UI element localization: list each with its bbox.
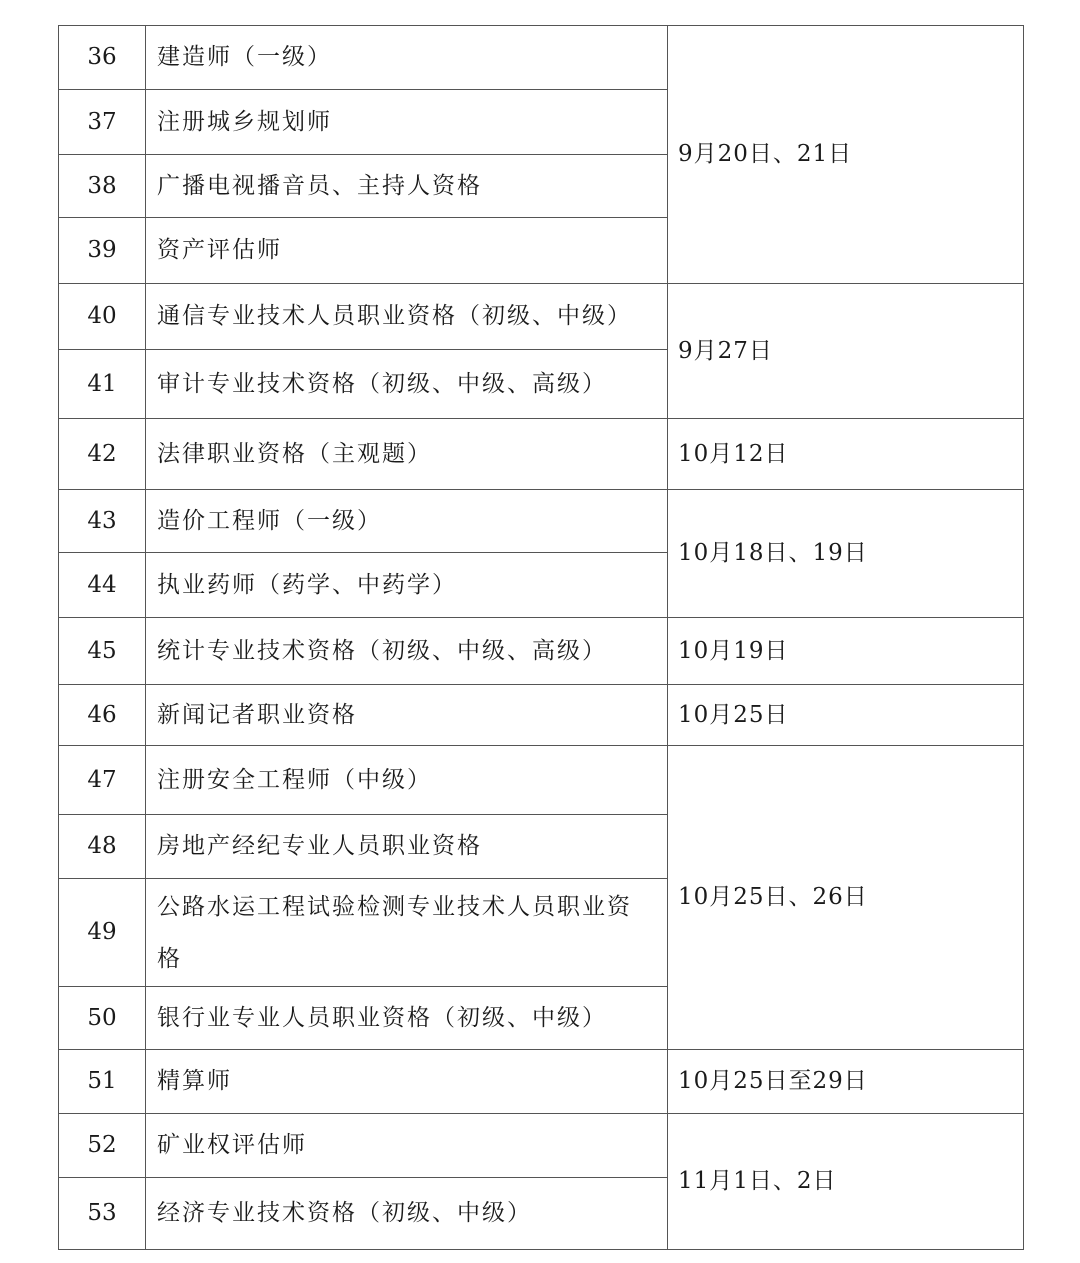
table-row [59, 685, 1024, 746]
row-number: 50 [59, 987, 146, 1050]
row-number: 37 [59, 90, 146, 155]
exam-date: 9月27日 [668, 284, 1024, 419]
exam-name: 房地产经纪专业人员职业资格 [146, 815, 668, 879]
row-number: 39 [59, 218, 146, 284]
row-number: 51 [59, 1050, 146, 1114]
exam-name: 精算师 [146, 1050, 668, 1114]
row-number: 40 [59, 284, 146, 350]
exam-name: 审计专业技术资格（初级、中级、高级） [146, 350, 668, 419]
exam-name: 造价工程师（一级） [146, 490, 668, 553]
table-row [59, 284, 1024, 350]
exam-name: 经济专业技术资格（初级、中级） [146, 1178, 668, 1250]
exam-name: 新闻记者职业资格 [146, 685, 668, 746]
exam-name: 统计专业技术资格（初级、中级、高级） [146, 618, 668, 685]
exam-name: 注册城乡规划师 [146, 90, 668, 155]
row-number: 52 [59, 1114, 146, 1178]
exam-date: 9月20日、21日 [668, 26, 1024, 284]
exam-name: 建造师（一级） [146, 26, 668, 90]
exam-name: 通信专业技术人员职业资格（初级、中级） [146, 284, 668, 350]
row-number: 43 [59, 490, 146, 553]
row-number: 47 [59, 746, 146, 815]
exam-name: 银行业专业人员职业资格（初级、中级） [146, 987, 668, 1050]
table-row [59, 419, 1024, 490]
row-number: 48 [59, 815, 146, 879]
row-number: 42 [59, 419, 146, 490]
table-row [59, 746, 1024, 815]
table-row [59, 1050, 1024, 1114]
exam-name: 注册安全工程师（中级） [146, 746, 668, 815]
table-row [59, 1114, 1024, 1178]
exam-date: 10月19日 [668, 618, 1024, 685]
row-number: 41 [59, 350, 146, 419]
row-number: 46 [59, 685, 146, 746]
row-number: 44 [59, 553, 146, 618]
exam-name: 矿业权评估师 [146, 1114, 668, 1178]
row-number: 49 [59, 879, 146, 987]
exam-name: 广播电视播音员、主持人资格 [146, 155, 668, 218]
exam-date: 11月1日、2日 [668, 1114, 1024, 1250]
exam-schedule-table [58, 25, 1024, 1250]
table-row [59, 618, 1024, 685]
row-number: 45 [59, 618, 146, 685]
exam-date: 10月25日、26日 [668, 746, 1024, 1050]
exam-name: 法律职业资格（主观题） [146, 419, 668, 490]
row-number: 36 [59, 26, 146, 90]
exam-date: 10月18日、19日 [668, 490, 1024, 618]
exam-date: 10月12日 [668, 419, 1024, 490]
table-row [59, 490, 1024, 553]
row-number: 53 [59, 1178, 146, 1250]
exam-date: 10月25日至29日 [668, 1050, 1024, 1114]
table-row [59, 26, 1024, 90]
row-number: 38 [59, 155, 146, 218]
exam-name: 公路水运工程试验检测专业技术人员职业资格 [146, 879, 668, 987]
exam-date: 10月25日 [668, 685, 1024, 746]
exam-name: 资产评估师 [146, 218, 668, 284]
exam-name: 执业药师（药学、中药学） [146, 553, 668, 618]
